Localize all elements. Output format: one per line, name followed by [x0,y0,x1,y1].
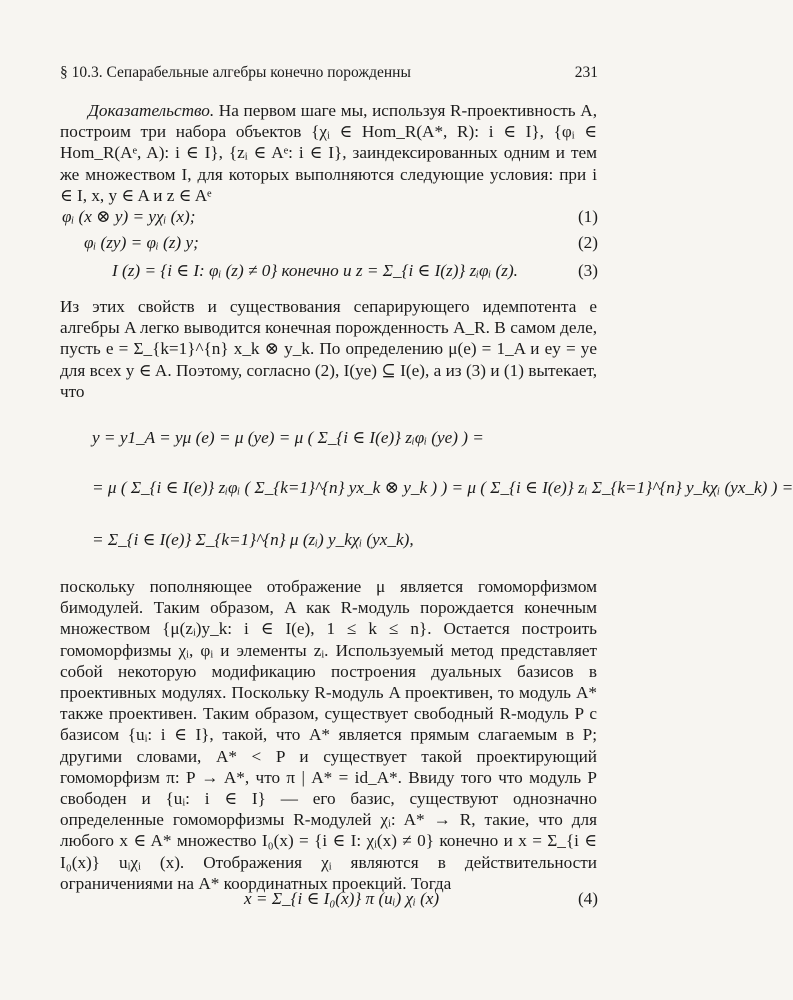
section-title: § 10.3. Сепарабельные алгебры конечно порожденны [60,64,411,81]
equation-4-number: (4) [577,889,598,908]
page-number: 231 [574,64,598,81]
equation-1: φᵢ (x ⊗ y) = yχᵢ (x); [62,207,196,226]
display-line-2: = μ ( Σ_{i ∈ I(e)} zᵢφᵢ ( Σ_{k=1}^{n} yx_k ⊗ y_k ) ) = μ ( Σ_{i ∈ I(e)} zᵢ Σ_{k=1}^{n} y_kχᵢ (yx_k) ) = [92,478,793,497]
paragraph-3: поскольку пополняющее отображение μ является гомоморфизмом бимодулей. Таким образом, A как R-модуль порождается конечным множеством {μ(zᵢ)y_k: i ∈ I(e), 1 ≤ k ≤ n}. Остается построить гомоморфизмы χᵢ, φᵢ и элементы zᵢ. Используемый метод представляет собой некоторую модификацию построения дуальных базисов в проективных модулях. Поскольку R-модуль A проективен, то модуль A* также проективен. Таким образом, существует свободный R-модуль P с базисом {uᵢ: i ∈ I}, такой, что A* является прямым слагаемым в P; другими словами, A* < P и существует такой проектирующий гомоморфизм π: P → A*, что π | A* = id_A*. Ввиду того что модуль P свободен и {uᵢ: i ∈ I} — его базис, существуют однозначно определенные гомоморфизмы R-модулей χᵢ: A* → R, такие, что для любого x ∈ A* множество I₀(x) = {i ∈ I: χᵢ(x) ≠ 0} конечно и x = Σ_{i ∈ I₀(x)} uᵢχᵢ (x). Отображения χᵢ являются в действительности ограничениями на A* координатных проекций. Тогда [60,577,597,893]
equation-4: x = Σ_{i ∈ I₀(x)} π (uᵢ) χᵢ (x) [244,889,440,908]
equation-3-number: (3) [577,261,598,280]
equation-1-number: (1) [577,207,598,226]
display-line-3: = Σ_{i ∈ I(e)} Σ_{k=1}^{n} μ (zᵢ) y_kχᵢ (yx_k), [92,530,414,549]
paragraph-2: Из этих свойств и существования сепарирующего идемпотента e алгебры A легко выводится конечная порожденность A_R. В самом деле, пусть e = Σ_{k=1}^{n} x_k ⊗ y_k. По определению μ(e) = 1_A и ey = ye для всех y ∈ A. Поэтому, согласно (2), I(ye) ⊆ I(e), а из (3) и (1) вытекает, что [60,297,597,401]
proof-label: Доказательство. [88,101,215,120]
equation-2-number: (2) [577,233,598,252]
equation-3: I (z) = {i ∈ I: φᵢ (z) ≠ 0} конечно и z = Σ_{i ∈ I(z)} zᵢφᵢ (z). [112,261,518,280]
intro-text: На первом шаге мы, используя R-проективность A, построим три набора объектов {χᵢ ∈ Hom_R(A*, R): i ∈ I}, {φᵢ ∈ Hom_R(Aᵉ, A): i ∈ I}, {zᵢ ∈ Aᵉ: i ∈ I}, заиндексированных одним и тем же множеством I, для которых выполняются следующие условия: при i ∈ I, x, y ∈ A и z ∈ Aᵉ [60,101,597,205]
running-header [60,64,598,86]
equation-2: φᵢ (zy) = φᵢ (z) y; [84,233,199,252]
display-line-1: y = y1_A = yμ (e) = μ (ye) = μ ( Σ_{i ∈ I(e)} zᵢφᵢ (ye) ) = [92,428,484,447]
